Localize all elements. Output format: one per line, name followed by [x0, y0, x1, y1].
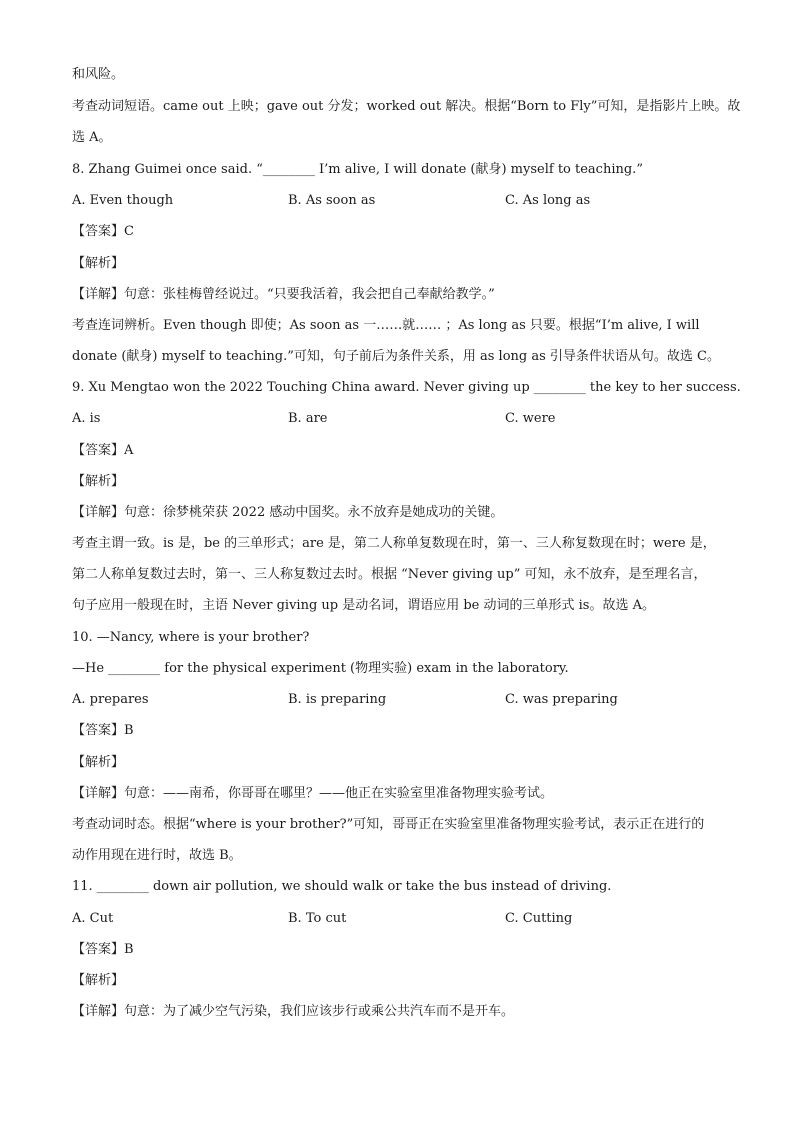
q9-option-b: B. are	[288, 411, 328, 426]
q8-analysis-heading: 【解析】	[72, 256, 125, 271]
q8-option-c: C. As long as	[505, 193, 591, 208]
explanation-line: 考查动词短语。came out 上映；gave out 分发；worked out 解决。根据“Born to Fly”可知，是指影片上映。故	[72, 99, 741, 114]
question-11: 11. ________ down air pollution, we should walk or take the bus instead of driving.	[72, 879, 612, 894]
question-8: 8. Zhang Guimei once said. “________ I’m alive, I will donate (献身) myself to teaching.”	[72, 162, 643, 177]
q9-explanation: 第二人称单复数过去时，第一、三人称复数过去时。根据 “Never giving up” 可知，永不放弃，是至理名言，	[72, 567, 707, 582]
q8-explanation: donate (献身) myself to teaching.”可知，句子前后为条件关系，用 as long as 引导条件状语从句。故选 C。	[72, 349, 721, 364]
q9-answer: 【答案】A	[72, 443, 134, 458]
q11-option-a: A. Cut	[72, 911, 114, 926]
q10-detail: 【详解】句意：——南希，你哥哥在哪里？——他正在实验室里准备物理实验考试。	[72, 786, 554, 801]
q11-answer: 【答案】B	[72, 942, 134, 957]
q9-option-c: C. were	[505, 411, 556, 426]
q10-explanation: 考查动词时态。根据“where is your brother?”可知，哥哥正在实验室里准备物理实验考试，表示正在进行的	[72, 817, 705, 832]
q8-option-a: A. Even though	[72, 193, 174, 208]
q10-option-b: B. is preparing	[288, 692, 387, 707]
q9-explanation: 句子应用一般现在时，主语 Never giving up 是动名词，谓语应用 be 动词的三单形式 is。故选 A。	[72, 598, 655, 613]
q8-detail: 【详解】句意：张桂梅曾经说过。“只要我活着，我会把自己奉献给教学。”	[72, 287, 495, 302]
question-10: 10. —Nancy, where is your brother?	[72, 630, 310, 645]
q8-option-b: B. As soon as	[288, 193, 376, 208]
q10-option-c: C. was preparing	[505, 692, 618, 707]
q11-option-c: C. Cutting	[505, 911, 573, 926]
question-10-line2: —He ________ for the physical experiment (物理实验) exam in the laboratory.	[72, 661, 569, 676]
q10-answer: 【答案】B	[72, 723, 134, 738]
q8-answer: 【答案】C	[72, 224, 134, 239]
q11-option-b: B. To cut	[288, 911, 347, 926]
q9-analysis-heading: 【解析】	[72, 474, 125, 489]
q9-explanation: 考查主谓一致。is 是，be 的三单形式；are 是，第二人称单复数现在时，第一、三人称复数现在时；were 是，	[72, 536, 716, 551]
explanation-line: 选 A。	[72, 130, 112, 145]
explanation-line: 和风险。	[72, 67, 125, 82]
q10-analysis-heading: 【解析】	[72, 755, 125, 770]
q9-option-a: A. is	[72, 411, 101, 426]
q11-detail: 【详解】句意：为了减少空气污染，我们应该步行或乘公共汽车而不是开车。	[72, 1004, 515, 1019]
q8-explanation: 考查连词辨析。Even though 即使；As soon as 一……就…… ；As long as 只要。根据“I’m alive, I will	[72, 318, 700, 333]
q10-explanation: 动作用现在进行时，故选 B。	[72, 848, 242, 863]
question-9: 9. Xu Mengtao won the 2022 Touching China award. Never giving up ________ the key to her success.	[72, 380, 741, 395]
q10-option-a: A. prepares	[72, 692, 149, 707]
q11-analysis-heading: 【解析】	[72, 973, 125, 988]
q9-detail: 【详解】句意：徐梦桃荣获 2022 感动中国奖。永不放弃是她成功的关键。	[72, 505, 504, 520]
